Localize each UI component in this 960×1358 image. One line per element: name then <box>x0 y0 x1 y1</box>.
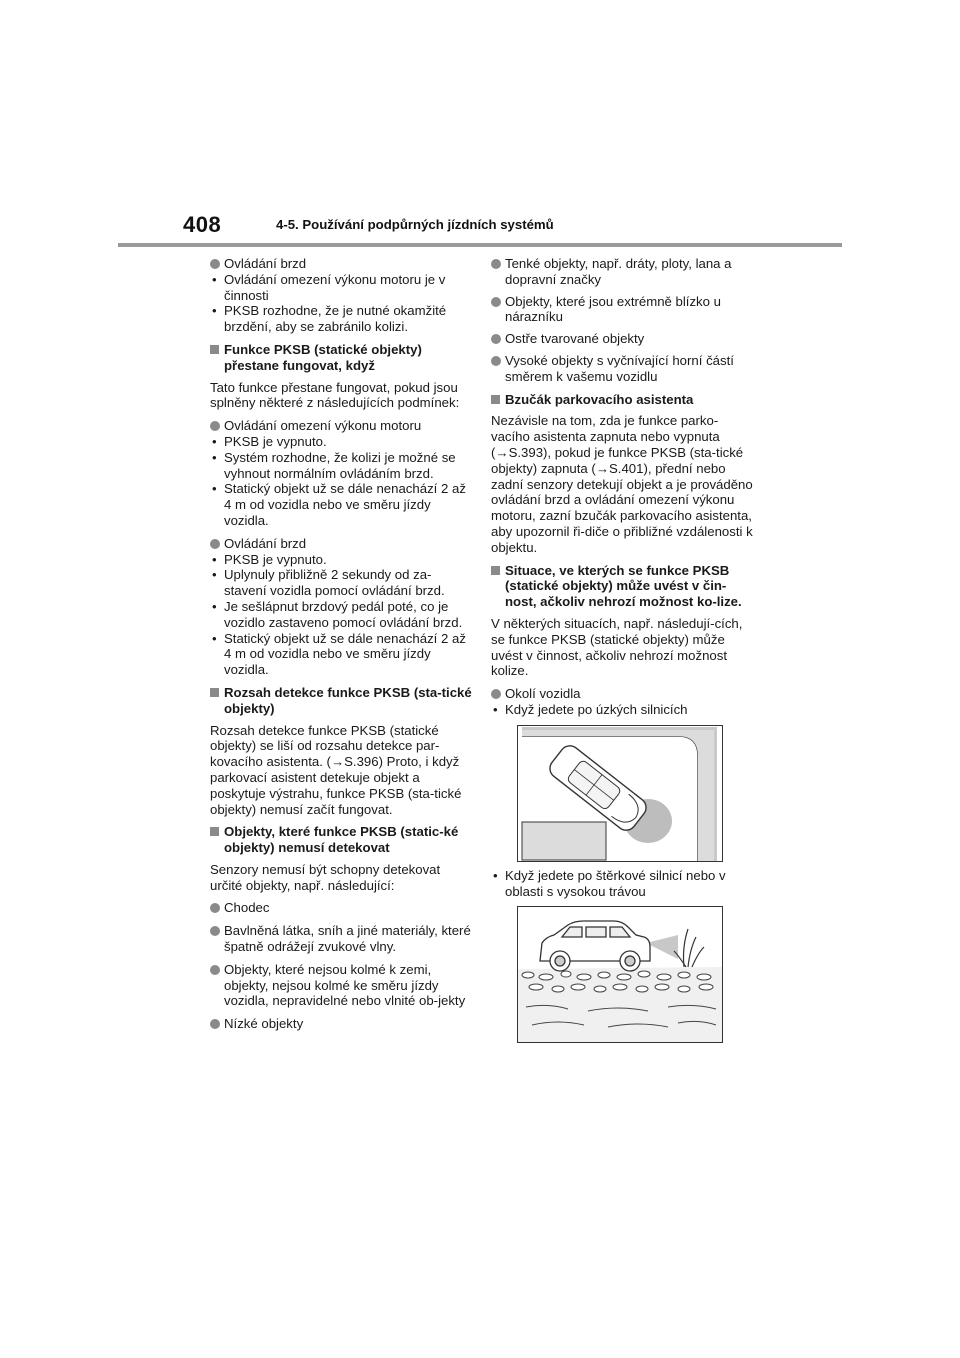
bullet-engine-output: Ovládání omezení výkonu motoru <box>210 418 472 434</box>
paragraph: V některých situacích, např. následují-cích, se funkce PKSB (statické objekty) může uvést v činnost, ačkoliv nehrozí možnost kolize. <box>491 615 743 679</box>
list-item: • Je sešlápnut brzdový pedál poté, co je vozidlo zastaveno pomocí ovládání brzd. <box>212 598 463 630</box>
list-item: • Když jedete po úzkých silnicích <box>493 701 688 717</box>
bullet-dot-icon <box>210 926 220 936</box>
right-column <box>491 256 753 1043</box>
list-item: Vysoké objekty s vyčnívající horní částí směrem k vašemu vozidlu <box>491 353 753 385</box>
paragraph: Rozsah detekce funkce PKSB (statické objekty) se liší od rozsahu detekce par-kovacího asistenta. (→S.396) Proto, i když parkovací asistent detekuje objekt a poskytuje výstrahu, funkce PKSB (sta-tické objekty) nemusí začít fungovat. <box>210 722 462 817</box>
page-number: 408 <box>183 212 222 237</box>
section-heading: Objekty, které funkce PKSB (static-ké objekty) nemusí detekovat <box>210 824 472 856</box>
bullet-brake-control-2: Ovládání brzd <box>210 536 472 552</box>
bullet-dot-icon <box>491 297 501 307</box>
list-item: Bavlněná látka, sníh a jiné materiály, které špatně odrážejí zvukové vlny. <box>210 923 472 955</box>
paragraph: Nezávisle na tom, zda je funkce parko-vacího asistenta zapnuta nebo vypnuta (→S.393), pokud je funkce PKSB (sta-tické objekty) zapnuta (→S.401), přední nebo zadní senzory detekují objekt a je prováděno ovládání brzd a ovládání omezení výkonu motoru, zazní bzučák parkovacího asistenta, aby upozornil ři-diče o přibližné vzdálenosti k objektu. <box>491 413 753 555</box>
paragraph: Senzory nemusí být schopny detekovat určité objekty, např. následující: <box>210 861 441 893</box>
list-item: • Statický objekt už se dále nenachází 2 až 4 m od vozidla nebo ve směru jízdy vozidla. <box>212 481 466 528</box>
list-item: • PKSB je vypnuto. <box>212 433 327 449</box>
list-item: Objekty, které jsou extrémně blízko u nárazníku <box>491 294 753 326</box>
square-bullet-icon <box>210 345 219 354</box>
left-column <box>210 256 472 1032</box>
section-heading: Rozsah detekce funkce PKSB (sta-tické objekty) <box>210 685 472 717</box>
list-item: • PKSB rozhodne, že je nutné okamžité brzdění, aby se zabránilo kolizi. <box>212 303 447 335</box>
list-item: • Ovládání omezení výkonu motoru je v činnosti <box>212 271 446 303</box>
section-heading: Situace, ve kterých se funkce PKSB (statické objekty) může uvést v čin-nost, ačkoliv nehrozí možnost ko-lize. <box>491 563 753 610</box>
bullet-dot-icon <box>210 1019 220 1029</box>
list-item: Nízké objekty <box>210 1016 472 1032</box>
square-bullet-icon <box>210 827 219 836</box>
section-heading: Funkce PKSB (statické objekty) přestane fungovat, když <box>210 342 472 374</box>
list-item: Objekty, které nejsou kolmé k zemi, objekty, nejsou kolmé ke směru jízdy vozidla, nepravidelné nebo vlnité ob-jekty <box>210 962 472 1009</box>
bullet-dot-icon <box>210 539 220 549</box>
list-item: • PKSB je vypnuto. <box>212 551 327 567</box>
list-item: • Když jedete po štěrkové silnicí nebo v oblasti s vysokou trávou <box>493 867 726 899</box>
bullet-dot-icon <box>491 689 501 699</box>
bullet-dot-icon <box>210 965 220 975</box>
square-bullet-icon <box>491 566 500 575</box>
square-bullet-icon <box>491 395 500 404</box>
list-item: • Statický objekt už se dále nenachází 2 až 4 m od vozidla nebo ve směru jízdy vozidla. <box>212 630 466 678</box>
list-item: Ostře tvarované objekty <box>491 331 753 347</box>
square-bullet-icon <box>210 688 219 697</box>
bullet-brake-control: Ovládání brzd <box>210 256 472 272</box>
bullet-dot-icon <box>210 421 220 431</box>
bullet-dot-icon <box>491 356 501 366</box>
bullet-dot-icon <box>210 259 220 269</box>
bullet-vehicle-surroundings: Okolí vozidla <box>491 686 753 702</box>
list-item: Chodec <box>210 900 472 916</box>
narrow-road-illustration <box>517 725 723 862</box>
section-heading: Bzučák parkovacího asistenta <box>491 392 753 408</box>
bullet-dot-icon <box>491 334 501 344</box>
header-rule <box>118 243 842 247</box>
section-title: 4-5. Používání podpůrných jízdních systémů <box>276 217 554 232</box>
list-item: • Uplynuly přibližně 2 sekundy od za-stavení vozidla pomocí ovládání brzd. <box>212 567 445 599</box>
bullet-dot-icon <box>210 903 220 913</box>
bullet-dot-icon <box>491 259 501 269</box>
list-item: • Systém rozhodne, že kolizi je možné se vyhnout normálním ovládáním brzd. <box>212 449 456 481</box>
list-item: Tenké objekty, např. dráty, ploty, lana a dopravní značky <box>491 256 753 288</box>
gravel-road-illustration <box>517 906 723 1043</box>
paragraph: Tato funkce přestane fungovat, pokud jsou splněny některé z následujících podmínek: <box>210 379 460 411</box>
